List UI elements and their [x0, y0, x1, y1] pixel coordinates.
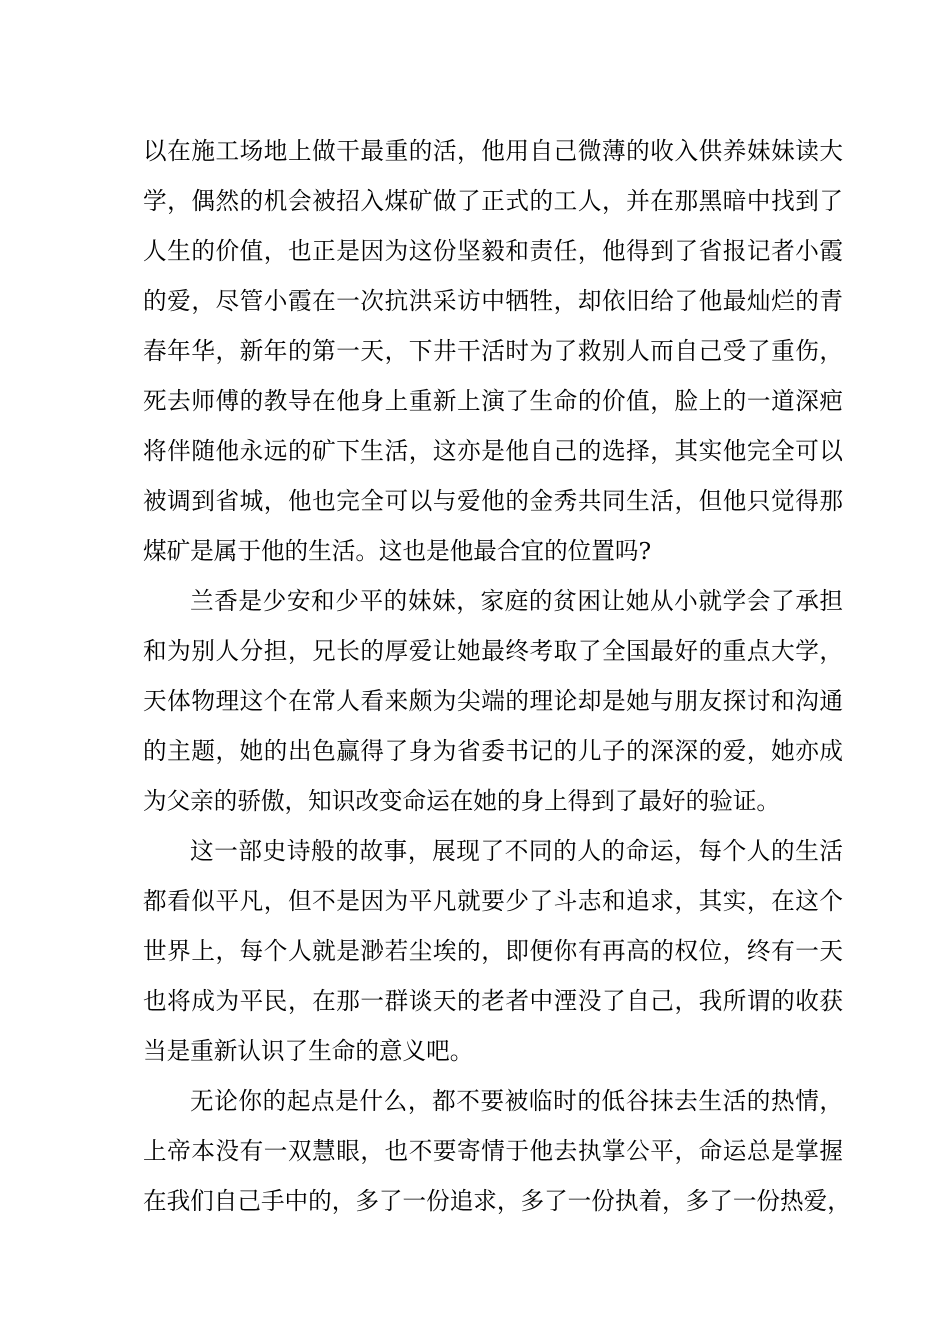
text-line: 学，偶然的机会被招入煤矿做了正式的工人，并在那黑暗中找到了 [143, 187, 843, 215]
paragraph-1 [143, 126, 843, 576]
text-line: 兰香是少安和少平的妹妹，家庭的贫困让她从小就学会了承担 [190, 587, 843, 615]
text-line: 死去师傅的教导在他身上重新上演了生命的价值，脸上的一道深疤 [143, 387, 843, 415]
text-line: 在我们自己手中的，多了一份追求，多了一份执着，多了一份热爱， [143, 1187, 851, 1215]
text-line: 上帝本没有一双慧眼，也不要寄情于他去执掌公平，命运总是掌握 [143, 1137, 843, 1165]
text-line: 天体物理这个在常人看来颇为尖端的理论却是她与朋友探讨和沟通 [143, 687, 843, 715]
text-line: 世界上，每个人就是渺若尘埃的，即便你有再高的权位，终有一天 [143, 937, 843, 965]
text-line: 都看似平凡，但不是因为平凡就要少了斗志和追求，其实，在这个 [143, 887, 843, 915]
text-line: 煤矿是属于他的生活。这也是他最合宜的位置吗? [143, 537, 652, 565]
text-line: 当是重新认识了生命的意义吧。 [143, 1037, 474, 1065]
text-line: 以在施工场地上做干最重的活，他用自己微薄的收入供养妹妹读大 [143, 137, 843, 165]
document-body [143, 126, 851, 1226]
text-line: 无论你的起点是什么，都不要被临时的低谷抹去生活的热情， [190, 1087, 843, 1115]
paragraph-2 [143, 576, 843, 826]
text-line: 也将成为平民，在那一群谈天的老者中湮没了自己，我所谓的收获 [143, 987, 843, 1015]
text-line: 的爱，尽管小霞在一次抗洪采访中牺牲，却依旧给了他最灿烂的青 [143, 287, 843, 315]
text-line: 和为别人分担，兄长的厚爱让她最终考取了全国最好的重点大学， [143, 637, 843, 665]
text-line: 人生的价值，也正是因为这份坚毅和责任，他得到了省报记者小霞 [143, 237, 843, 265]
text-line: 被调到省城，他也完全可以与爱他的金秀共同生活，但他只觉得那 [143, 487, 843, 515]
text-line: 将伴随他永远的矿下生活，这亦是他自己的选择，其实他完全可以 [143, 437, 843, 465]
paragraph-4 [143, 1076, 851, 1226]
paragraph-3 [143, 826, 843, 1076]
text-line: 这一部史诗般的故事，展现了不同的人的命运，每个人的生活 [190, 837, 843, 865]
text-line: 为父亲的骄傲，知识改变命运在她的身上得到了最好的验证。 [143, 787, 781, 815]
text-line: 春年华，新年的第一天，下井干活时为了救别人而自己受了重伤， [143, 337, 843, 365]
text-line: 的主题，她的出色赢得了身为省委书记的儿子的深深的爱，她亦成 [143, 737, 843, 765]
